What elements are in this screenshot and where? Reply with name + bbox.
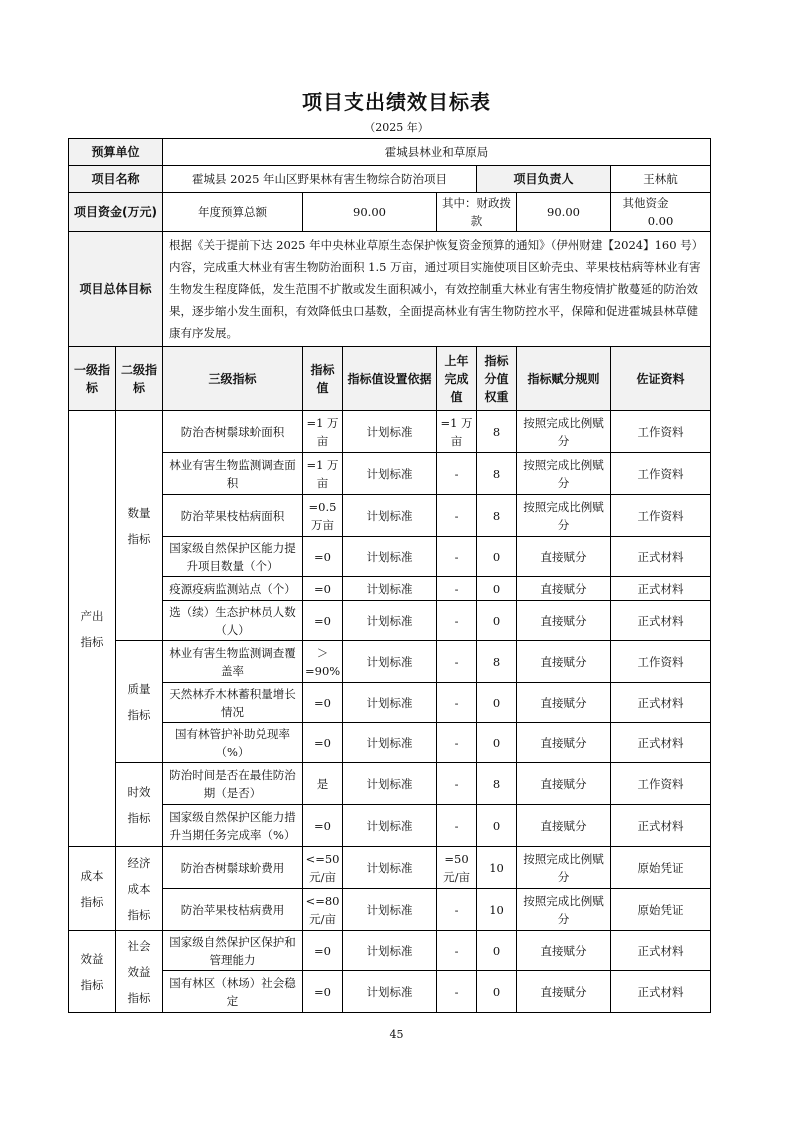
cell-basis: 计划标准	[343, 495, 437, 537]
cell-value: =0.5 万亩	[303, 495, 343, 537]
cell-weight: 10	[477, 889, 517, 931]
table-row	[69, 971, 711, 1013]
col-prev: 上年完成值	[437, 347, 477, 411]
cell-basis: 计划标准	[343, 601, 437, 641]
cell-weight: 0	[477, 723, 517, 763]
cell-weight: 10	[477, 847, 517, 889]
unit-row	[69, 139, 711, 166]
cell-basis: 计划标准	[343, 805, 437, 847]
cell-rule: 直接赋分	[517, 971, 611, 1013]
cell-level3: 防治苹果枝枯病费用	[163, 889, 303, 931]
cell-prev-value: -	[437, 577, 477, 601]
level2-timeliness: 时效指标	[116, 763, 163, 847]
col-value: 指标值	[303, 347, 343, 411]
cell-prev-value: -	[437, 537, 477, 577]
col-basis: 指标值设置依据	[343, 347, 437, 411]
goal-label: 项目总体目标	[69, 232, 163, 347]
cell-value: =0	[303, 537, 343, 577]
fiscal-label: 其中：财政拨款	[437, 193, 517, 232]
cell-rule: 直接赋分	[517, 641, 611, 683]
annual-budget-value: 90.00	[303, 193, 437, 232]
cell-prev-value: -	[437, 931, 477, 971]
cell-rule: 直接赋分	[517, 723, 611, 763]
table-row	[69, 805, 711, 847]
annual-budget-label: 年度预算总额	[163, 193, 303, 232]
cell-level3: 选（续）生态护林员人数（人）	[163, 601, 303, 641]
col-level2: 二级指标	[116, 347, 163, 411]
cell-prev-value: -	[437, 723, 477, 763]
cell-basis: 计划标准	[343, 411, 437, 453]
leader-value: 王林航	[611, 166, 711, 193]
cell-rule: 按照完成比例赋分	[517, 495, 611, 537]
goal-text: 根据《关于提前下达 2025 年中央林业草原生态保护恢复资金预算的通知》（伊州财建【2024】160 号）内容，完成重大林业有害生物防治面积 1.5 万亩，通过项目实施使项目区蚧壳虫、苹果枝枯病等林业有害生物发生程度降低，发生范围不扩散或发生面积减小，有效控制重大林业有害生物疫情扩散蔓延的防治效果，逐步缩小发生面积，有效降低虫口基数，全面提高林业有害生物防控水平，保障和促进霍城县林草健康有序发展。	[163, 232, 711, 347]
cell-rule: 直接赋分	[517, 577, 611, 601]
col-evidence: 佐证资料	[611, 347, 711, 411]
level1-benefit: 效益指标	[69, 931, 116, 1013]
cell-value: <=80 元/亩	[303, 889, 343, 931]
cell-level3: 防治杏树鬃球蚧费用	[163, 847, 303, 889]
other-fund-value: 0.00	[647, 214, 674, 228]
leader-label: 项目负责人	[477, 166, 611, 193]
cell-evidence: 工作资料	[611, 411, 711, 453]
cell-weight: 0	[477, 683, 517, 723]
cell-prev-value: -	[437, 495, 477, 537]
cell-level3: 国有林区（林场）社会稳定	[163, 971, 303, 1013]
page-number: 45	[389, 1028, 404, 1041]
level2-economic-cost: 经济成本指标	[116, 847, 163, 931]
cell-prev-value: -	[437, 889, 477, 931]
cell-rule: 按照完成比例赋分	[517, 847, 611, 889]
cell-rule: 按照完成比例赋分	[517, 889, 611, 931]
cell-prev-value: -	[437, 971, 477, 1013]
table-row	[69, 889, 711, 931]
cell-basis: 计划标准	[343, 763, 437, 805]
cell-rule: 直接赋分	[517, 683, 611, 723]
cell-evidence: 工作资料	[611, 763, 711, 805]
table-row	[69, 601, 711, 641]
cell-rule: 直接赋分	[517, 763, 611, 805]
cell-basis: 计划标准	[343, 889, 437, 931]
cell-basis: 计划标准	[343, 453, 437, 495]
cell-rule: 按照完成比例赋分	[517, 411, 611, 453]
cell-value: 是	[303, 763, 343, 805]
cell-level3: 国家级自然保护区能力措升当期任务完成率（%）	[163, 805, 303, 847]
cell-evidence: 正式材料	[611, 601, 711, 641]
cell-value: =0	[303, 931, 343, 971]
goal-row	[69, 232, 711, 347]
cell-value: ＞=90%	[303, 641, 343, 683]
cell-prev-value: =50 元/亩	[437, 847, 477, 889]
project-name-label: 项目名称	[69, 166, 163, 193]
cell-rule: 直接赋分	[517, 601, 611, 641]
cell-evidence: 正式材料	[611, 683, 711, 723]
performance-table	[68, 138, 711, 1013]
cell-rule: 直接赋分	[517, 537, 611, 577]
cell-level3: 国家级自然保护区能力提升项目数量（个）	[163, 537, 303, 577]
cell-level3: 国有林管护补助兑现率（%）	[163, 723, 303, 763]
cell-evidence: 工作资料	[611, 453, 711, 495]
table-row	[69, 537, 711, 577]
level1-output: 产出指标	[69, 411, 116, 847]
cell-weight: 8	[477, 453, 517, 495]
page-title: 项目支出绩效目标表	[302, 90, 491, 114]
cell-level3: 防治时间是否在最佳防治期（是否）	[163, 763, 303, 805]
cell-value: =0	[303, 971, 343, 1013]
cell-prev-value: -	[437, 453, 477, 495]
cell-level3: 防治苹果枝枯病面积	[163, 495, 303, 537]
table-row	[69, 641, 711, 683]
year-label: （2025 年）	[364, 121, 429, 134]
cell-basis: 计划标准	[343, 971, 437, 1013]
fiscal-value: 90.00	[517, 193, 611, 232]
table-row	[69, 723, 711, 763]
cell-prev-value: -	[437, 601, 477, 641]
cell-basis: 计划标准	[343, 931, 437, 971]
cell-basis: 计划标准	[343, 641, 437, 683]
cell-evidence: 正式材料	[611, 805, 711, 847]
cell-level3: 天然林乔木林蓄积量增长情况	[163, 683, 303, 723]
table-row	[69, 683, 711, 723]
cell-evidence: 正式材料	[611, 537, 711, 577]
table-row	[69, 577, 711, 601]
project-name-value: 霍城县 2025 年山区野果林有害生物综合防治项目	[163, 166, 477, 193]
cell-basis: 计划标准	[343, 537, 437, 577]
cell-evidence: 正式材料	[611, 577, 711, 601]
cell-weight: 0	[477, 805, 517, 847]
cell-value: =0	[303, 805, 343, 847]
cell-basis: 计划标准	[343, 723, 437, 763]
cell-weight: 0	[477, 537, 517, 577]
cell-value: =0	[303, 683, 343, 723]
cell-value: <=50 元/亩	[303, 847, 343, 889]
cell-value: =0	[303, 601, 343, 641]
column-header-row	[69, 347, 711, 411]
table-row	[69, 931, 711, 971]
cell-evidence: 工作资料	[611, 495, 711, 537]
cell-evidence: 原始凭证	[611, 889, 711, 931]
cell-rule: 直接赋分	[517, 805, 611, 847]
cell-prev-value: -	[437, 641, 477, 683]
cell-prev-value: =1 万亩	[437, 411, 477, 453]
unit-value: 霍城县林业和草原局	[163, 139, 711, 166]
cell-rule: 直接赋分	[517, 931, 611, 971]
level1-cost: 成本指标	[69, 847, 116, 931]
cell-prev-value: -	[437, 805, 477, 847]
cell-basis: 计划标准	[343, 847, 437, 889]
cell-rule: 按照完成比例赋分	[517, 453, 611, 495]
cell-evidence: 正式材料	[611, 971, 711, 1013]
table-row	[69, 847, 711, 889]
cell-evidence: 原始凭证	[611, 847, 711, 889]
table-row	[69, 763, 711, 805]
level2-quality: 质量指标	[116, 641, 163, 763]
col-weight: 指标分值权重	[477, 347, 517, 411]
cell-level3: 防治杏树鬃球蚧面积	[163, 411, 303, 453]
cell-value: =0	[303, 577, 343, 601]
cell-weight: 8	[477, 641, 517, 683]
col-rule: 指标赋分规则	[517, 347, 611, 411]
cell-weight: 0	[477, 577, 517, 601]
fund-label: 项目资金(万元)	[69, 193, 163, 232]
cell-evidence: 正式材料	[611, 931, 711, 971]
cell-level3: 林业有害生物监测调查面积	[163, 453, 303, 495]
cell-basis: 计划标准	[343, 577, 437, 601]
cell-weight: 8	[477, 763, 517, 805]
cell-value: =0	[303, 723, 343, 763]
table-row	[69, 453, 711, 495]
cell-evidence: 正式材料	[611, 723, 711, 763]
project-name-row	[69, 166, 711, 193]
cell-level3: 国家级自然保护区保护和管理能力	[163, 931, 303, 971]
cell-prev-value: -	[437, 763, 477, 805]
other-fund-label: 其他资金	[622, 196, 669, 210]
cell-value: =1 万亩	[303, 453, 343, 495]
cell-level3: 林业有害生物监测调查覆盖率	[163, 641, 303, 683]
table-row	[69, 411, 711, 453]
fund-row	[69, 193, 711, 232]
level2-quantity: 数量指标	[116, 411, 163, 641]
cell-weight: 0	[477, 931, 517, 971]
cell-level3: 疫源疫病监测站点（个）	[163, 577, 303, 601]
cell-weight: 8	[477, 411, 517, 453]
cell-prev-value: -	[437, 683, 477, 723]
cell-evidence: 工作资料	[611, 641, 711, 683]
other-fund-cell	[611, 193, 711, 232]
cell-value: =1 万亩	[303, 411, 343, 453]
col-level3: 三级指标	[163, 347, 303, 411]
table-row	[69, 495, 711, 537]
cell-weight: 0	[477, 601, 517, 641]
unit-label: 预算单位	[69, 139, 163, 166]
level2-social-benefit: 社会效益指标	[116, 931, 163, 1013]
col-level1: 一级指标	[69, 347, 116, 411]
cell-weight: 8	[477, 495, 517, 537]
cell-weight: 0	[477, 971, 517, 1013]
cell-basis: 计划标准	[343, 683, 437, 723]
